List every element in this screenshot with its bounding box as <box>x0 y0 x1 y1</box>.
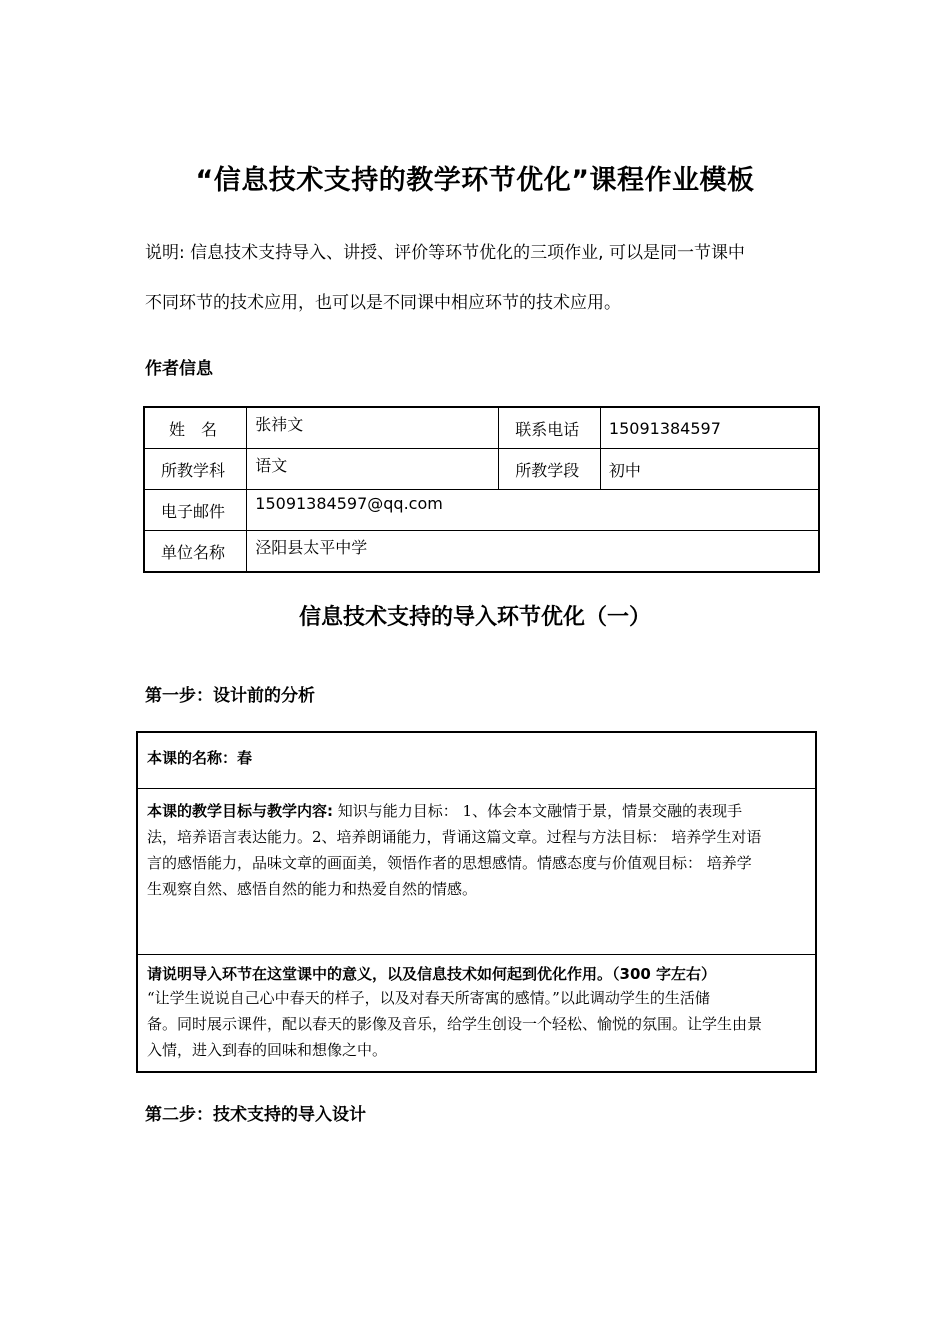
author-info-table <box>143 406 820 573</box>
teaching-goals-line-2: 法，培养语言表达能力。2、培养朗诵能力，背诵这篇文章。过程与方法目标： 培养学生对语 <box>147 828 762 846</box>
subject-label: 所教学科 <box>144 449 247 490</box>
name-value: 张祎文 <box>247 407 499 449</box>
teaching-goals-text: 知识与能力目标： 1、体会本文融情于景，情景交融的表现手 <box>333 802 743 820</box>
intro-meaning-line-1: “让学生说说自己心中春天的样子，以及对春天所寄寓的感情。”以此调动学生的生活储 <box>147 989 710 1007</box>
intro-meaning-section <box>138 955 815 1071</box>
subject-value: 语文 <box>247 449 499 490</box>
intro-meaning-label: 请说明导入环节在这堂课中的意义，以及信息技术如何起到优化作用。（300 字左右） <box>147 965 717 983</box>
phone-label: 联系电话 <box>499 407 601 449</box>
intro-meaning-line-3: 入情，进入到春的回味和想像之中。 <box>147 1041 388 1059</box>
email-value: 15091384597@qq.com <box>247 490 819 531</box>
unit-value: 泾阳县太平中学 <box>247 531 819 573</box>
step-1-heading: 第一步：设计前的分析 <box>145 686 315 706</box>
teaching-goals-label: 本课的教学目标与教学内容: <box>147 802 333 820</box>
unit-label: 单位名称 <box>144 531 247 573</box>
lesson-name-section <box>138 733 815 789</box>
table-row <box>144 407 819 449</box>
phone-value: 15091384597 <box>600 407 819 449</box>
document-title: “信息技术支持的教学环节优化”课程作业模板 <box>195 165 755 196</box>
table-row <box>144 490 819 531</box>
lesson-name: 本课的名称：春 <box>147 749 253 767</box>
section-title: 信息技术支持的导入环节优化（一） <box>298 605 651 630</box>
step-2-heading: 第二步：技术支持的导入设计 <box>145 1105 366 1125</box>
instruction-line-1: 说明: 信息技术支持导入、讲授、评价等环节优化的三项作业, 可以是同一节课中 <box>145 243 745 263</box>
analysis-box <box>136 731 817 1073</box>
email-label: 电子邮件 <box>144 490 247 531</box>
table-row <box>144 531 819 573</box>
teaching-goals-line-3: 言的感悟能力，品味文章的画面美，领悟作者的思想感情。情感态度与价值观目标： 培养学 <box>147 854 752 872</box>
table-row <box>144 449 819 490</box>
intro-meaning-line-2: 备。同时展示课件，配以春天的影像及音乐，给学生创设一个轻松、愉悦的氛围。让学生由景 <box>147 1015 763 1033</box>
author-info-heading: 作者信息 <box>145 359 213 379</box>
instruction-line-2: 不同环节的技术应用，也可以是不同课中相应环节的技术应用。 <box>145 293 621 313</box>
teaching-goals-line-4: 生观察自然、感悟自然的能力和热爱自然的情感。 <box>147 880 478 898</box>
name-label: 姓 名 <box>144 407 247 449</box>
teaching-goals-section <box>138 789 815 955</box>
teaching-goals-line-1 <box>147 798 806 824</box>
stage-value: 初中 <box>600 449 819 490</box>
stage-label: 所教学段 <box>499 449 601 490</box>
